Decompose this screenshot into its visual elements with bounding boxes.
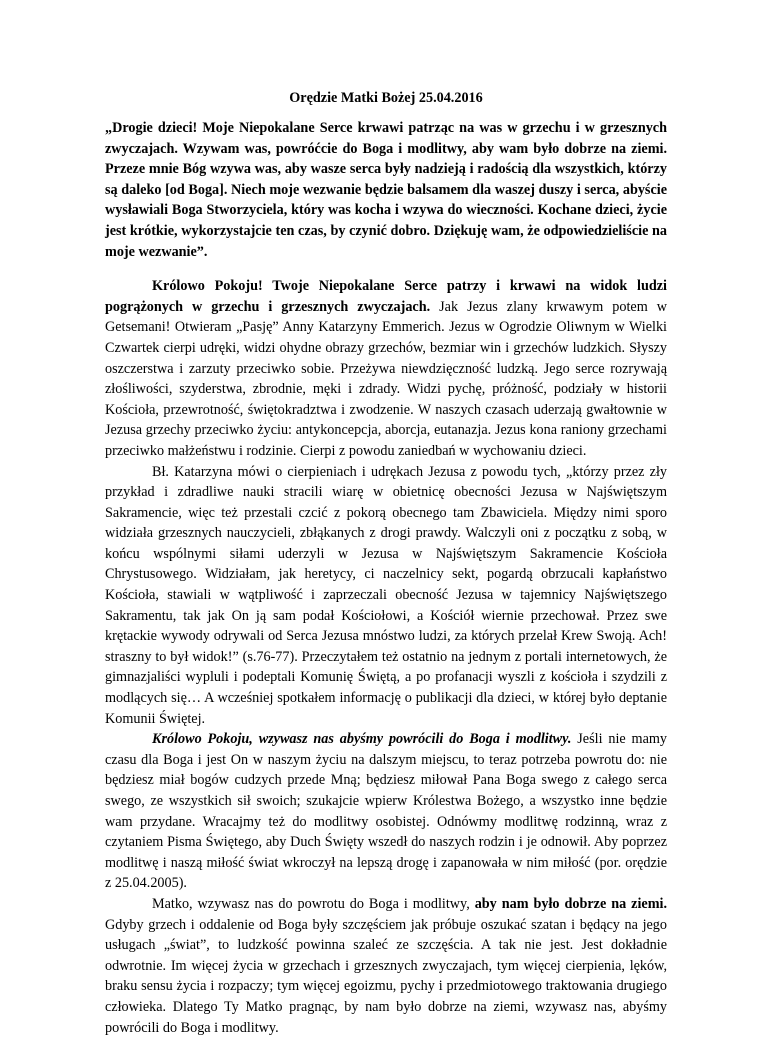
paragraph-3-heading: Królowo Pokoju, wzywasz nas abyśmy powrócili do Boga i modlitwy. <box>152 731 572 748</box>
paragraph-4-lead: Matko, wzywasz nas do powrotu do Boga i modlitwy, <box>152 895 475 912</box>
document-page <box>105 88 667 1038</box>
paragraph-4 <box>105 894 667 1038</box>
paragraph-3-body: Jeśli nie mamy czasu dla Boga i jest On w naszym życiu na dalszym miejscu, to teraz potrzeba powrotu do: nie będziesz miał bogów cudzych przede Mną; będziesz miłował Pana Boga swego z całego serca swego, ze wszystkich sił swoich; szukajcie wpierw Królestwa Bożego, a wszystko inne będzie wam przydane. Wracajmy też do modlitwy osobistej. Odnówmy modlitwę rodzinną, wraz z czytaniem Pisma Świętego, aby Duch Święty wszedł do naszych rodzin i je odnowił. Aby poprzez modlitwę i naszą miłość świat wkroczył na lepszą drogę i zapanowała w nim miłość (por. orędzie z 25.04.2005). <box>105 731 667 892</box>
message-quote: „Drogie dzieci! Moje Niepokalane Serce krwawi patrząc na was w grzechu i w grzesznych zwyczajach. Wzywam was, powróćcie do Boga i modlitwy, aby wam było dobrze na ziemi. Przeze mnie Bóg wzywa was, aby wasze serca były nadzieją i radością dla wszystkich, którzy są daleko [od Boga]. Niech moje wezwanie będzie balsamem dla waszej duszy i serca, abyście wysławiali Boga Stworzyciela, który was kocha i wzywa do wieczności. Kochane dzieci, życie jest krótkie, wykorzystajcie ten czas, by czynić dobro. Dziękuję wam, że odpowiedzieliście na moje wezwanie”. <box>105 120 667 260</box>
paragraph-1-body: Jak Jezus zlany krwawym potem w Getsemani! Otwieram „Pasję” Anny Katarzyny Emmerich. Jezus w Ogrodzie Oliwnym w Wielki Czwartek cierpi udręki, widzi ohydne obrazy grzechów, bezmiar win i grzechów ludzkich. Słyszy oszczerstwa i zarzuty przeciwko sobie. Przeżywa niewdzięczność ludzką. Jego serce rozrywają złośliwości, szyderstwa, zbrodnie, męki i zdrady. Widzi pychę, próżność, podziały w historii Kościoła, przewrotność, świętokradztwa i zwodzenie. W naszych czasach uderzają gwałtownie w Jezusa grzechy przeciwko życiu: antykoncepcja, aborcja, eutanazja. Jezus kona raniony grzechami przeciwko małżeństwu i rodzinie. Cierpi z powodu zaniedbań w wychowaniu dzieci. <box>105 298 667 459</box>
paragraph-4-emphasis: aby nam było dobrze na ziemi. <box>474 895 667 912</box>
document-title: Orędzie Matki Bożej 25.04.2016 <box>289 90 483 106</box>
paragraph-3 <box>105 729 667 894</box>
paragraph-1 <box>105 276 667 461</box>
paragraph-1-heading: Królowo Pokoju! Twoje Niepokalane Serce patrzy i krwawi na widok ludzi pogrążonych w grzechu i grzesznych zwyczajach. <box>105 278 667 315</box>
paragraph-2: Bł. Katarzyna mówi o cierpieniach i udrękach Jezusa z powodu tych, „którzy przez zły przykład i zdradliwe nauki stracili wiarę w obietnicę obecności Jezusa w Najświętszym Sakramencie, więc też przestali czcić z pokorą obecnego tam Zbawiciela. Między nimi sporo widziała grzesznych nauczycieli, zbłąkanych z drogi prawdy. Walczyli oni z początku z sobą, w końcu wspólnymi siłami uderzyli w Jezusa w Najświętszym Sakramencie Kościoła Chrystusowego. Widziałam, jak heretycy, ci naczelnicy sekt, pogardą obrzucali kapłaństwo Kościoła, stawiali w wątpliwość i zaprzeczali obecność Jezusa w tajemnicy Najświętszego Sakramentu, tak jak On ją sam podał Kościołowi, a Kościół wiernie przechował. Przez swe krętackie wywody odrywali od Serca Jezusa mnóstwo ludzi, za których przelał Krew Swoją. Ach! straszny to był widok!” (s.76-77). Przeczytałem też ostatnio na jednym z portali internetowych, że gimnazjaliści wypluli i podeptali Komunię Świętą, a po profanacji wyszli z kościoła i szydzili z modlących się… A wcześniej spotkałem informację o publikacji dla dzieci, w której było deptanie Komunii Świętej. <box>105 463 667 727</box>
paragraph-4-body: Gdyby grzech i oddalenie od Boga były szczęściem jak próbuje oszukać szatan i będący na jego usługach „świat”, to ludzkość powinna szaleć ze szczęścia. A tak nie jest. Jest dokładnie odwrotnie. Im więcej życia w grzechach i grzesznych zwyczajach, tym więcej cierpienia, lęków, braku sensu życia i rozpaczy; tym więcej egoizmu, pychy i przedmiotowego traktowania drugiego człowieka. Dlatego Ty Matko pragnąc, by nam było dobrze na ziemi, wzywasz nas, abyśmy powrócili do Boga i modlitwy. <box>105 916 667 1036</box>
